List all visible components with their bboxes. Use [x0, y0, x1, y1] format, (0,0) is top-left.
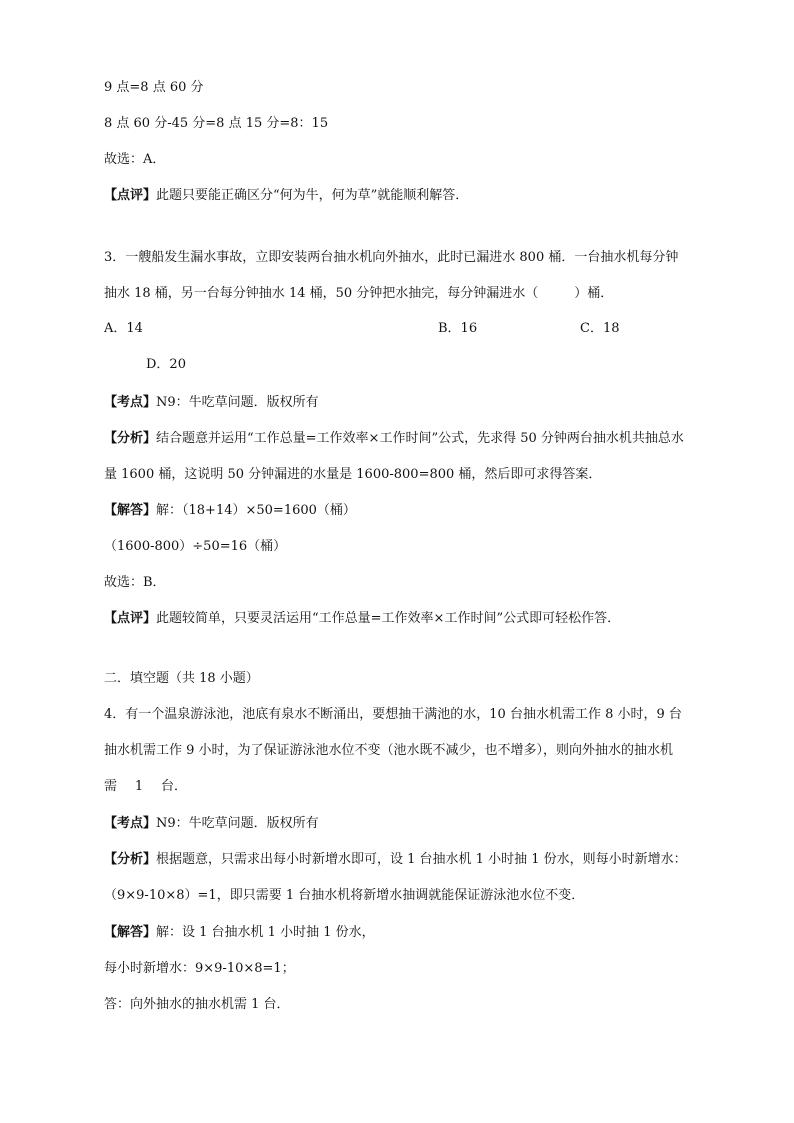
q4-analysis-line-2: （9×9-10×8）=1，即只需要 1 台抽水机将新增水抽调就能保证游泳池水位不变． — [104, 888, 585, 903]
q3-option-d: D．20 — [146, 357, 186, 372]
q3-solve-line-2: （1600-800）÷50=16（桶） — [104, 539, 287, 554]
q3-stem-line-1: 3．一艘船发生漏水事故，立即安装两台抽水机向外抽水，此时已漏进水 800 桶．一台抽水机每分钟 — [104, 250, 679, 265]
q4-solve-line-1: 【解答】解：设 1 台抽水机 1 小时抽 1 份水， — [104, 925, 375, 940]
q3-solve-line-1: 【解答】解：（18+14）×50=1600（桶） — [104, 503, 356, 518]
q4-stem-line-2: 抽水机需工作 9 小时，为了保证游泳池水位不变（池水既不减少，也不增多），则向外抽水的抽水机 — [104, 743, 674, 758]
q3-option-c: C．18 — [580, 321, 620, 336]
q4-stem-line-3: 需 1 台． — [104, 779, 188, 794]
q3-option-a: A．14 — [104, 321, 143, 336]
q3-stem-line-2: 抽水 18 桶，另一台每分钟抽水 14 桶，50 分钟把水抽完，每分钟漏进水（ ）桶． — [104, 286, 614, 301]
section-heading: 二．填空题（共 18 小题） — [104, 671, 259, 686]
q4-stem-line-1: 4．有一个温泉游泳池，池底有泉水不断涌出，要想抽干满池的水，10 台抽水机需工作 8 小时，9 台 — [104, 707, 682, 722]
q3-analysis-line-1: 【分析】结合题意并运用“工作总量=工作效率×工作时间”公式，先求得 50 分钟两台抽水机共抽总水 — [104, 431, 684, 446]
q4-analysis-line-1: 【分析】根据题意，只需求出每小时新增水即可，设 1 台抽水机 1 小时抽 1 份水，则每小时新增水： — [104, 852, 687, 867]
q4-solve-line-2: 每小时新增水：9×9-10×8=1； — [104, 961, 295, 976]
comment-tag: 【点评】 — [104, 188, 157, 203]
q4-answer: 1 — [134, 779, 144, 794]
prev-solution-line-1: 9 点=8 点 60 分 — [104, 80, 204, 95]
q3-analysis-line-2: 量 1600 桶，这说明 50 分钟漏进的水量是 1600-800=800 桶，然后即可求得答案． — [104, 467, 602, 482]
comment-text: 此题只要能正确区分“何为牛，何为草”就能顺利解答． — [156, 188, 469, 203]
prev-choice: 故选：A． — [104, 152, 166, 167]
q3-option-b: B．16 — [438, 321, 478, 336]
q4-point: 【考点】N9：牛吃草问题．版权所有 — [104, 816, 319, 831]
q3-choice: 故选：B． — [104, 575, 166, 590]
q3-comment: 【点评】此题较简单，只要灵活运用“工作总量=工作效率×工作时间”公式即可轻松作答． — [104, 611, 621, 626]
q4-solve-line-3: 答：向外抽水的抽水机需 1 台． — [104, 997, 290, 1012]
q3-point: 【考点】N9：牛吃草问题．版权所有 — [104, 395, 319, 410]
prev-solution-line-2: 8 点 60 分-45 分=8 点 15 分=8：15 — [104, 116, 329, 131]
prev-comment — [104, 187, 468, 205]
